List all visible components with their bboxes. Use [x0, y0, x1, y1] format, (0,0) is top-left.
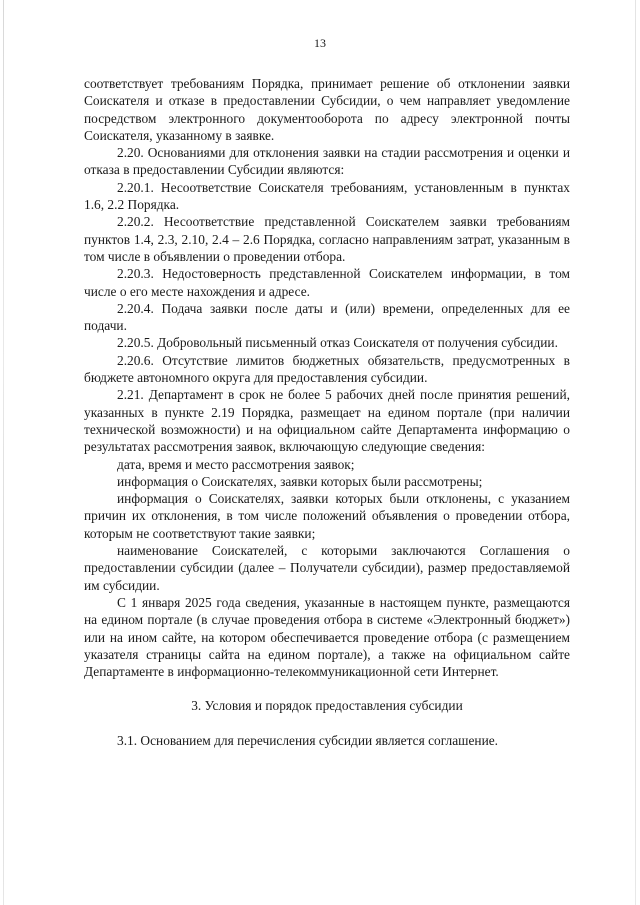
list-item: информация о Соискателях, заявки которых были рассмотрены;	[117, 473, 483, 489]
paragraph: 2.20.5. Добровольный письменный отказ Соискателя от получения субсидии.	[117, 335, 558, 351]
paragraph: 2.21. Департамент в срок не более 5 рабочих дней после принятия решений, указанных в пункте 2.19 Порядка, размещает на едином портале (при наличии технической возможности) и на официальном сайте Департамента информацию о результатах рассмотрения заявок, включающую следующие сведения:	[84, 387, 570, 455]
paragraph: 2.20.1. Несоответствие Соискателя требованиям, установленным в пунктах 1.6, 2.2 Порядка.	[84, 179, 570, 213]
paragraph: 3.1. Основанием для перечисления субсидии является соглашение.	[117, 732, 499, 748]
list-item: информация о Соискателях, заявки которых были отклонены, с указанием причин их отклонения, в том числе положений объявления о проведении отбора, которым не соответствуют такие заявки;	[84, 491, 570, 541]
paragraph: 2.20. Основаниями для отклонения заявки на стадии рассмотрения и оценки и отказа в предоставлении Субсидии являются:	[84, 145, 570, 178]
document-body	[84, 75, 570, 749]
paragraph: 2.20.4. Подача заявки после даты и (или) времени, определенных для ее подачи.	[84, 300, 570, 334]
list-item: дата, время и место рассмотрения заявок;	[117, 456, 355, 472]
paragraph: соответствует требованиям Порядка, принимает решение об отклонении заявки Соискателя и отказе в предоставлении Субсидии, о чем направляет уведомление посредством электронного документооборота по адресу электронной почты Соискателя, указанному в заявке.	[84, 76, 570, 143]
paragraph: 2.20.3. Недостоверность представленной Соискателем информации, в том числе о его месте нахождения и адресе.	[84, 266, 570, 299]
paragraph: 2.20.2. Несоответствие представленной Соискателем заявки требованиям пунктов 1.4, 2.3, 2.10, 2.4 – 2.6 Порядка, согласно направлениям затрат, указанным в том числе в объявлении о проведении отбора.	[84, 214, 570, 264]
paragraph: С 1 января 2025 года сведения, указанные в настоящем пункте, размещаются на едином портале (в случае проведения отбора в системе «Электронный бюджет») или на ином сайте, на котором обеспечивается проведение отбора (с размещением указателя страницы сайта на едином портале), а также на официальном сайте Департаменте в информационно-телекоммуникационной сети Интернет.	[84, 594, 570, 680]
scan-edge-left	[3, 0, 4, 905]
paragraph: 2.20.6. Отсутствие лимитов бюджетных обязательств, предусмотренных в бюджете автономного округа для предоставления субсидии.	[84, 352, 570, 386]
page-number: 13	[314, 36, 326, 50]
scan-edge-right	[635, 0, 636, 905]
list-item: наименование Соискателей, с которыми заключаются Соглашения о предоставлении субсидии (далее – Получатели субсидии), размер предоставляемой им субсидии.	[84, 543, 570, 593]
section-heading: 3. Условия и порядок предоставления субсидии	[191, 698, 463, 714]
